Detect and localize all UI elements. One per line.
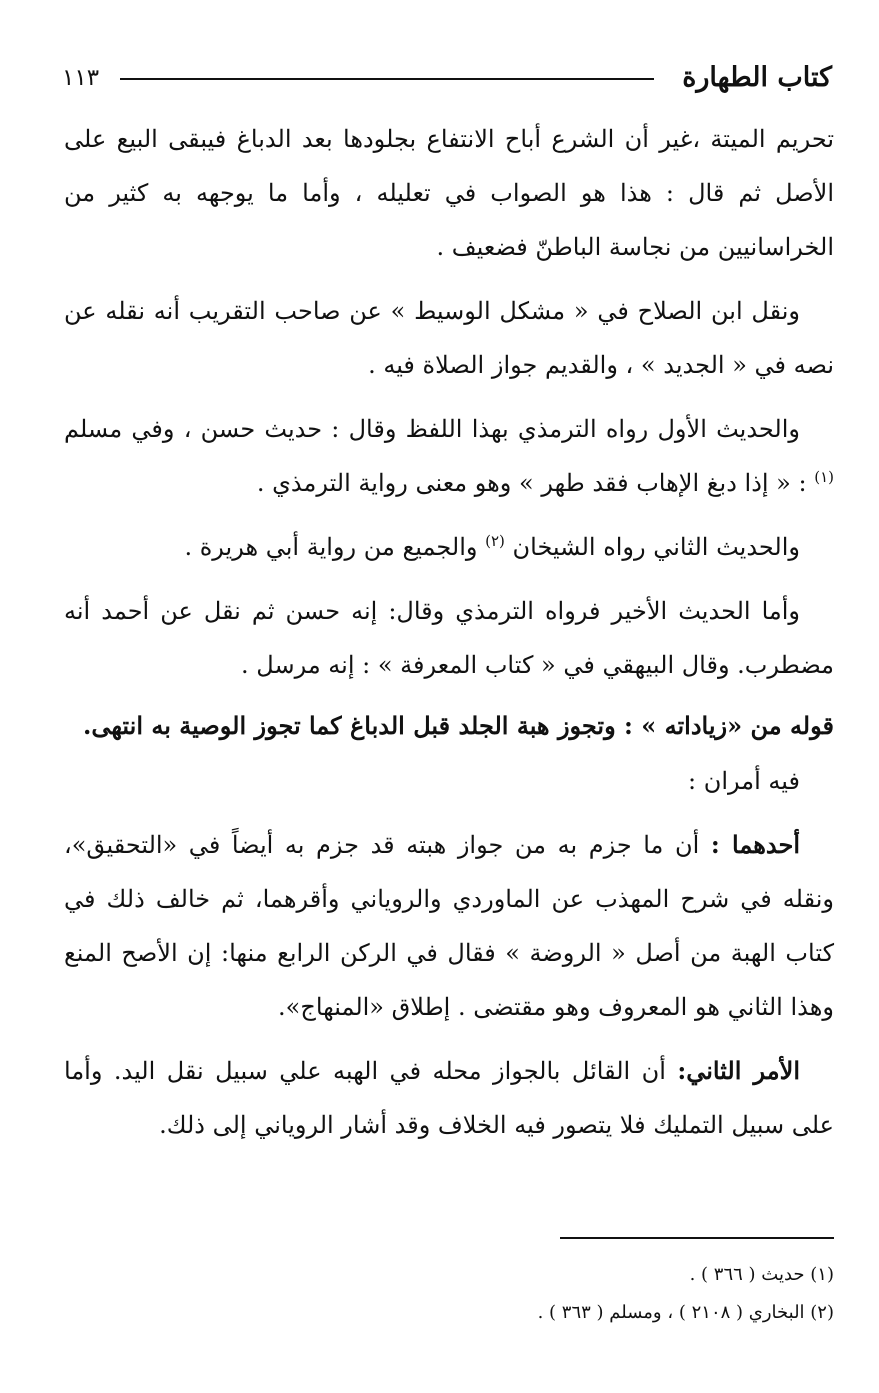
paragraph-text: والحديث الثاني رواه الشيخان (512, 533, 800, 561)
footnote: (١) حديث ( ٣٦٦ ) . (689, 1264, 834, 1285)
footnote-separator (560, 1237, 834, 1239)
matter-label: أحدهما : (710, 830, 800, 859)
paragraph: وأما الحديث الأخير فرواه الترمذي وقال: إنه حسن ثم نقل عن أحمد أنه مضطرب. وقال البيهقي في « كتاب المعرفة » : إنه مرسل . (64, 597, 834, 679)
matter-label: الأمر الثاني: (677, 1056, 801, 1085)
main-text (64, 112, 834, 1152)
paragraph (64, 520, 834, 574)
footnote-reference: (١) (814, 468, 834, 486)
page-header (62, 58, 832, 98)
paragraph: فيه أمران : (688, 767, 800, 795)
running-title: كتاب الطهارة (682, 62, 832, 93)
header-rule (120, 78, 654, 80)
page-number: ١١٣ (62, 65, 100, 91)
paragraph: تحريم الميتة ،غير أن الشرع أباح الانتفاع بجلودها بعد الدباغ فيبقى البيع على الأصل ثم قال : هذا هو الصواب في تعليله ، وأما ما يوجهه به كثير من الخراسانيين من نجاسة الباطنّ فضعيف . (64, 125, 834, 261)
paragraph-text: والجميع من رواية أبي هريرة . (184, 533, 486, 561)
footnotes (200, 1256, 834, 1332)
paragraph-text: أن القائل بالجواز محله في الهبه علي سبيل نقل اليد. وأما على سبيل التمليك فلا يتصور فيه الخلاف وقد أشار الروياني إلى ذلك. (64, 1057, 834, 1139)
paragraph (64, 402, 834, 510)
paragraph-text: والحديث الأول رواه الترمذي بهذا اللفظ وقال : حديث حسن ، وفي مسلم (64, 415, 800, 443)
matter-paragraph (64, 818, 834, 1034)
section-heading: قوله من «زياداته » : وتجوز هبة الجلد قبل الدباغ كما تجوز الوصية به انتهى. (82, 711, 834, 740)
paragraph-text: أن ما جزم به من جواز هبته قد جزم به أيضاً في «التحقيق»، ونقله في شرح المهذب عن الماوردي والروياني وأقرهما، ثم خالف ذلك في كتاب الهبة من أصل « الروضة » فقال في الركن الرابع منها: إن الأصح المنع وهذا الثاني هو المعروف وهو مقتضى . إطلاق «المنهاج». (64, 831, 834, 1021)
footnote-reference: (٢) (485, 532, 505, 550)
paragraph-text: : « إذا دبغ الإهاب فقد طهر » وهو معنى رواية الترمذي . (256, 469, 815, 497)
footnote: (٢) البخاري ( ٢١٠٨ ) ، ومسلم ( ٣٦٣ ) . (537, 1302, 834, 1323)
paragraph: ونقل ابن الصلاح في « مشكل الوسيط » عن صاحب التقريب أنه نقله عن نصه في « الجديد » ، والقديم جواز الصلاة فيه . (64, 297, 834, 379)
matter-paragraph (64, 1044, 834, 1152)
